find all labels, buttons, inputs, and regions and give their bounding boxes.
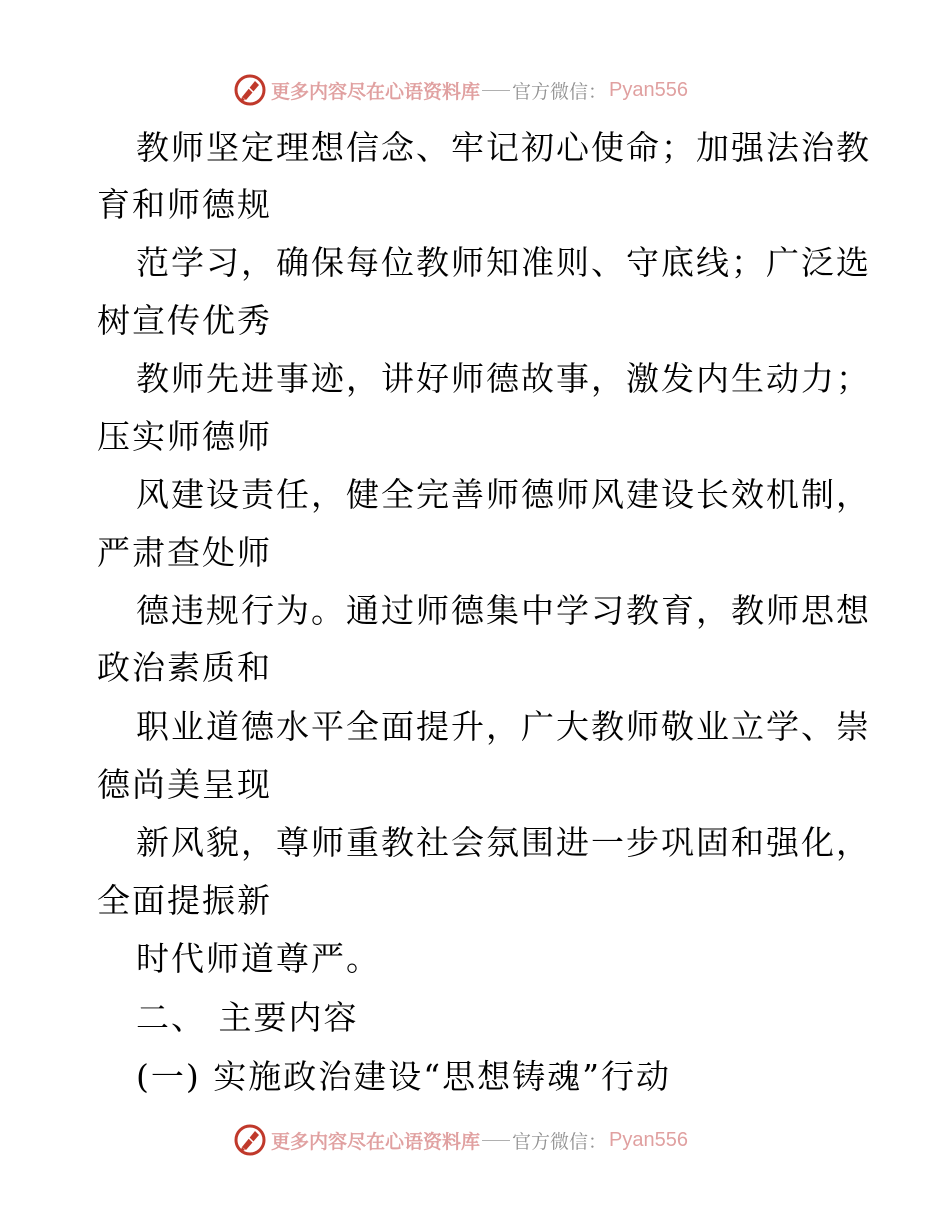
- watermark-dash: [482, 1140, 510, 1141]
- body-line: 德尚美呈现: [97, 765, 272, 804]
- body-line: 职业道德水平全面提升，广大教师敬业立学、崇: [136, 707, 871, 746]
- section-heading: 二、 主要内容: [136, 998, 359, 1037]
- body-line: 教师先进事迹，讲好师德故事，激发内生动力；: [136, 359, 871, 398]
- subsection-heading: (一) 实施政治建设“思想铸魂”行动: [136, 1057, 671, 1096]
- watermark-brand-text: 更多内容尽在心语资料库: [271, 1130, 481, 1153]
- body-line: 全面提振新: [97, 881, 272, 920]
- footer-watermark: [233, 1122, 753, 1158]
- body-line: 压实师德师: [97, 417, 272, 456]
- body-line: 严肃查处师: [97, 533, 272, 572]
- body-line: 德违规行为。通过师德集中学习教育，教师思想: [136, 591, 871, 630]
- watermark-id-text: Pyan556: [609, 78, 688, 101]
- header-watermark: [233, 72, 753, 108]
- body-line: 时代师道尊严。: [136, 939, 381, 978]
- watermark-brand-text: 更多内容尽在心语资料库: [271, 80, 481, 103]
- body-line: 范学习，确保每位教师知准则、守底线；广泛选: [136, 243, 871, 282]
- watermark-id-text: Pyan556: [609, 1128, 688, 1151]
- body-line: 育和师德规: [97, 185, 272, 224]
- body-line: 政治素质和: [97, 648, 272, 687]
- body-line: 树宣传优秀: [97, 301, 272, 340]
- body-line: 风建设责任，健全完善师德师风建设长效机制，: [136, 475, 871, 514]
- pen-logo-icon: [233, 73, 267, 107]
- watermark-dash: [482, 90, 510, 91]
- watermark-official-text: 官方微信：: [512, 80, 608, 103]
- watermark-official-text: 官方微信：: [512, 1130, 608, 1153]
- pen-logo-icon: [233, 1123, 267, 1157]
- body-line: 教师坚定理想信念、牢记初心使命；加强法治教: [136, 128, 871, 167]
- body-line: 新风貌，尊师重教社会氛围进一步巩固和强化，: [136, 823, 871, 862]
